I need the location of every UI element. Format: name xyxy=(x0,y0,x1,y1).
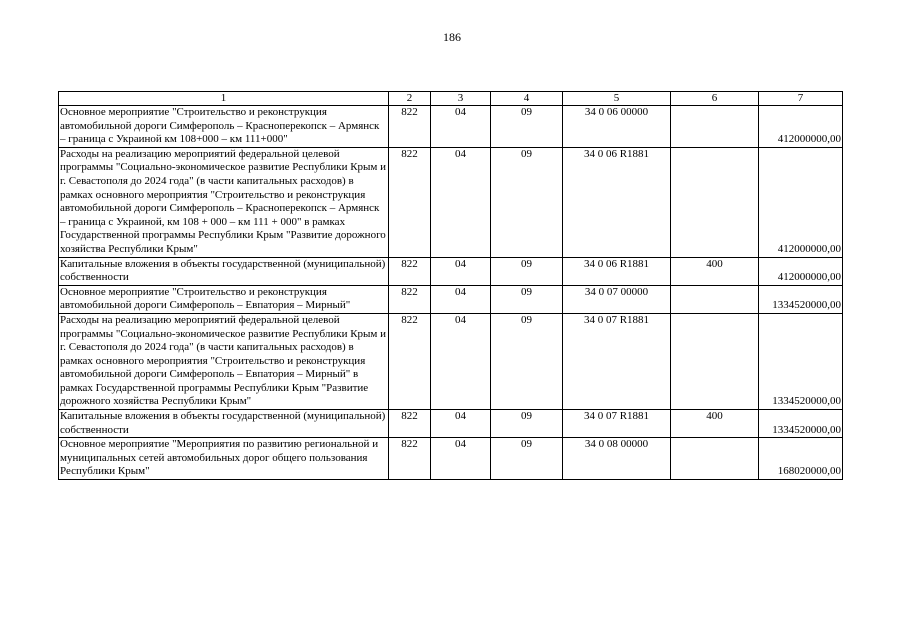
target-article: 34 0 08 00000 xyxy=(563,438,671,480)
section-code: 04 xyxy=(431,147,491,257)
section-code: 04 xyxy=(431,410,491,438)
expense-type xyxy=(671,438,759,480)
table-row xyxy=(59,438,843,480)
expense-type: 400 xyxy=(671,257,759,285)
subsection-code: 09 xyxy=(491,147,563,257)
table-row xyxy=(59,410,843,438)
subsection-code: 09 xyxy=(491,313,563,409)
table-row xyxy=(59,147,843,257)
expense-type xyxy=(671,313,759,409)
amount: 412000000,00 xyxy=(759,147,843,257)
target-article: 34 0 06 R1881 xyxy=(563,147,671,257)
target-article: 34 0 07 00000 xyxy=(563,285,671,313)
item-name: Капитальные вложения в объекты государственной (муниципальной) собственности xyxy=(59,410,389,438)
page-number: 186 xyxy=(443,30,461,44)
ministry-code: 822 xyxy=(389,257,431,285)
ministry-code: 822 xyxy=(389,313,431,409)
target-article: 34 0 07 R1881 xyxy=(563,313,671,409)
amount: 1334520000,00 xyxy=(759,313,843,409)
item-name: Расходы на реализацию мероприятий федеральной целевой программы "Социально-экономическое развитие Республики Крым и г. Севастополя до 2024 года" (в части капитальных расходов) в рамках основного мероприятия "Строительство и реконструкция автомобильной дороги Симферополь – Красноперекопск – Армянск – граница с Украиной, км 108 + 000 – км 111 + 000" в рамках Государственной программы Республики Крым "Развитие дорожного хозяйства Республики Крым" xyxy=(59,147,389,257)
header-row xyxy=(59,92,843,106)
subsection-code: 09 xyxy=(491,438,563,480)
budget-table xyxy=(58,91,843,480)
column-header: 6 xyxy=(671,92,759,106)
target-article: 34 0 06 R1881 xyxy=(563,257,671,285)
table-row xyxy=(59,313,843,409)
item-name: Капитальные вложения в объекты государственной (муниципальной) собственности xyxy=(59,257,389,285)
item-name: Расходы на реализацию мероприятий федеральной целевой программы "Социально-экономическое развитие Республики Крым и г. Севастополя до 2024 года" (в части капитальных расходов) в рамках основного мероприятия "Строительство и реконструкция автомобильной дороги Симферополь – Евпатория – Мирный" в рамках Государственной программы Республики Крым "Развитие дорожного хозяйства Республики Крым" xyxy=(59,313,389,409)
section-code: 04 xyxy=(431,106,491,148)
table-row xyxy=(59,257,843,285)
amount: 168020000,00 xyxy=(759,438,843,480)
column-header: 4 xyxy=(491,92,563,106)
expense-type xyxy=(671,285,759,313)
expense-type xyxy=(671,147,759,257)
amount: 1334520000,00 xyxy=(759,410,843,438)
item-name: Основное мероприятие "Строительство и реконструкция автомобильной дороги Симферополь – Евпатория – Мирный" xyxy=(59,285,389,313)
column-header: 5 xyxy=(563,92,671,106)
ministry-code: 822 xyxy=(389,410,431,438)
section-code: 04 xyxy=(431,257,491,285)
amount: 412000000,00 xyxy=(759,257,843,285)
column-header: 2 xyxy=(389,92,431,106)
amount: 412000000,00 xyxy=(759,106,843,148)
section-code: 04 xyxy=(431,285,491,313)
column-header: 1 xyxy=(59,92,389,106)
table-row xyxy=(59,106,843,148)
ministry-code: 822 xyxy=(389,438,431,480)
target-article: 34 0 06 00000 xyxy=(563,106,671,148)
target-article: 34 0 07 R1881 xyxy=(563,410,671,438)
section-code: 04 xyxy=(431,313,491,409)
section-code: 04 xyxy=(431,438,491,480)
subsection-code: 09 xyxy=(491,410,563,438)
subsection-code: 09 xyxy=(491,285,563,313)
table-row xyxy=(59,285,843,313)
ministry-code: 822 xyxy=(389,106,431,148)
ministry-code: 822 xyxy=(389,285,431,313)
column-header: 7 xyxy=(759,92,843,106)
column-header: 3 xyxy=(431,92,491,106)
item-name: Основное мероприятие "Строительство и реконструкция автомобильной дороги Симферополь – Красноперекопск – Армянск – граница с Украиной км 108+000 – км 111+000" xyxy=(59,106,389,148)
ministry-code: 822 xyxy=(389,147,431,257)
expense-type xyxy=(671,106,759,148)
subsection-code: 09 xyxy=(491,257,563,285)
amount: 1334520000,00 xyxy=(759,285,843,313)
item-name: Основное мероприятие "Мероприятия по развитию региональной и муниципальных сетей автомобильных дорог общего пользования Республики Крым" xyxy=(59,438,389,480)
expense-type: 400 xyxy=(671,410,759,438)
subsection-code: 09 xyxy=(491,106,563,148)
